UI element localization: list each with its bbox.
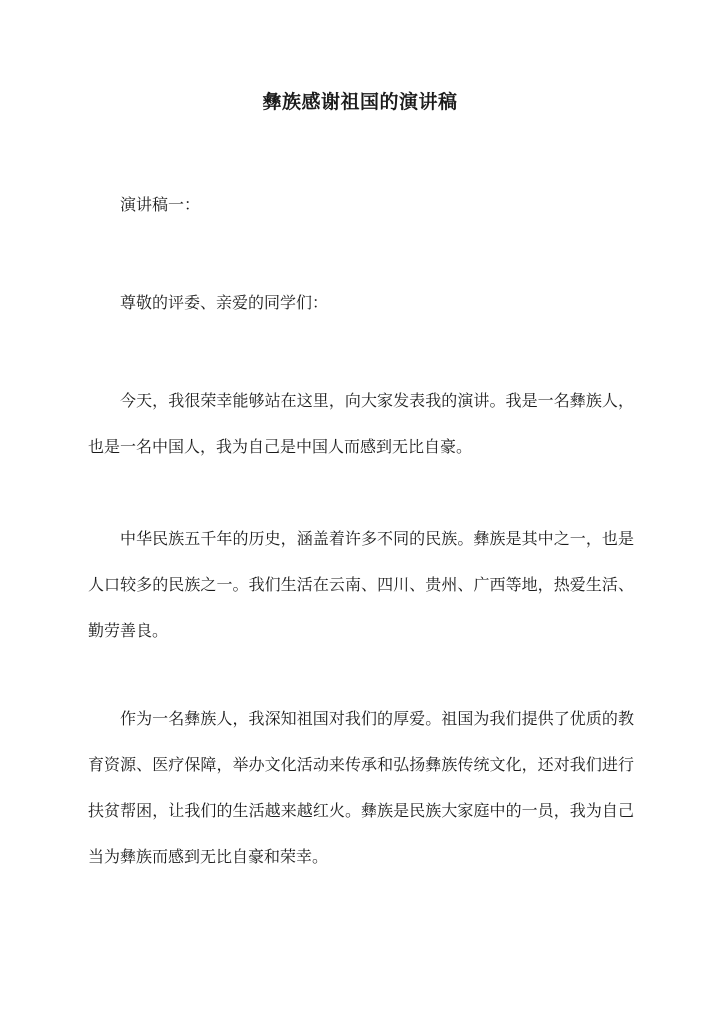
section-label: 演讲稿一： [120, 195, 201, 214]
greeting: 尊敬的评委、亲爱的同学们： [120, 293, 329, 312]
paragraph-3: 作为一名彝族人，我深知祖国对我们的厚爱。祖国为我们提供了优质的教育资源、医疗保障，举办文化活动来传承和弘扬彝族传统文化，还对我们进行扶贫帮困，让我们的生活越来越红火。彝族是民族大家庭中的一员，我为自己当为彝族而感到无比自豪和荣幸。 [88, 709, 634, 866]
paragraph-2: 中华民族五千年的历史，涵盖着许多不同的民族。彝族是其中之一，也是人口较多的民族之一。我们生活在云南、四川、贵州、广西等地，热爱生活、勤劳善良。 [88, 529, 634, 640]
paragraph-1: 今天，我很荣幸能够站在这里，向大家发表我的演讲。我是一名彝族人，也是一名中国人，我为自己是中国人而感到无比自豪。 [88, 391, 634, 456]
page-title: 彝族感谢祖国的演讲稿 [262, 91, 458, 113]
